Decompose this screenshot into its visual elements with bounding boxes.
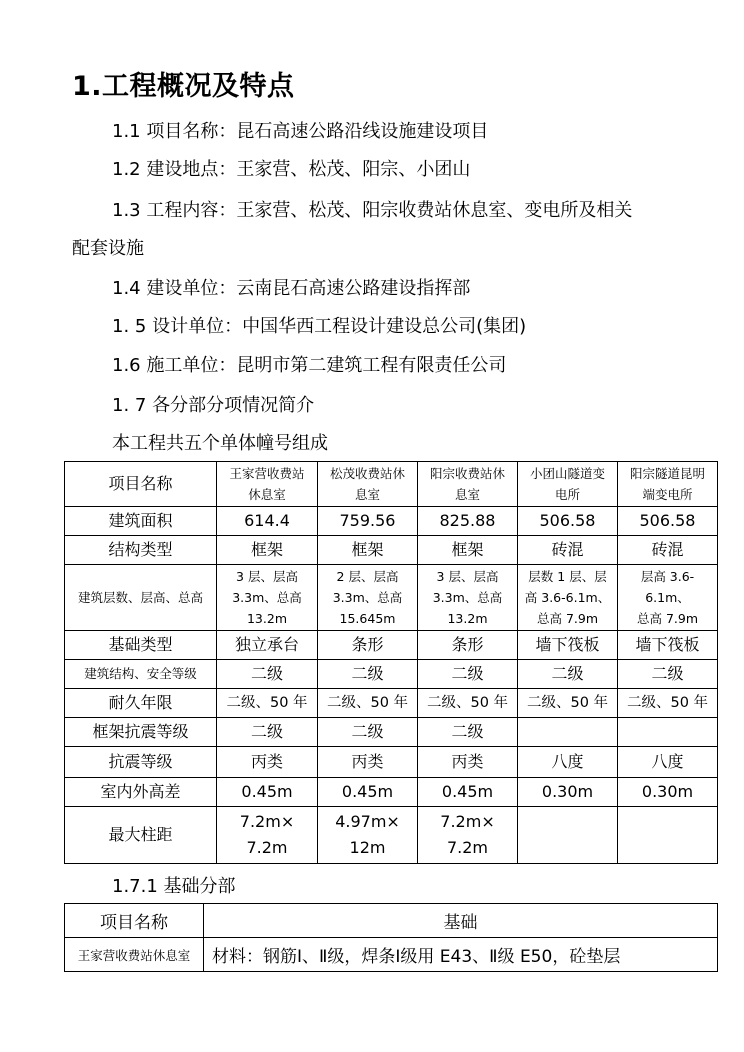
safety-row [65, 660, 718, 689]
table-cell: 二级 [217, 660, 318, 689]
span-row [65, 807, 718, 864]
foundation-subheading: 1.7.1 基础分部 [112, 876, 236, 897]
table-cell: 砖混 [618, 536, 718, 565]
table-cell: 二级、50 年 [217, 689, 318, 718]
foundation-row [65, 631, 718, 660]
table-cell: 0.30m [518, 778, 618, 807]
table-cell: 八度 [618, 747, 718, 778]
structure-row [65, 536, 718, 565]
table-cell: 丙类 [418, 747, 518, 778]
table-cell: 0.45m [217, 778, 318, 807]
table-cell: 二级、50 年 [318, 689, 418, 718]
table-cell: 二级 [318, 718, 418, 747]
row-label: 建筑面积 [65, 507, 217, 536]
table-cell: 0.45m [318, 778, 418, 807]
height-diff-row [65, 778, 718, 807]
floors-row [65, 565, 718, 631]
table-cell: 框架 [418, 536, 518, 565]
row-label: 抗震等级 [65, 747, 217, 778]
table-cell: 759.56 [318, 507, 418, 536]
row-label: 最大柱距 [65, 807, 217, 864]
table-cell: 3 层、层高 3.3m、总高 13.2m [217, 565, 318, 631]
row-label: 建筑层数、层高、总高 [65, 565, 217, 631]
table-cell: 3 层、层高 3.3m、总高 13.2m [418, 565, 518, 631]
table-cell: 框架 [318, 536, 418, 565]
table-cell: 2 层、层高 3.3m、总高 15.645m [318, 565, 418, 631]
table-cell: 4.97m× 12m [318, 807, 418, 864]
header-cell: 松茂收费站休 息室 [318, 462, 418, 507]
table-cell: 825.88 [418, 507, 518, 536]
table-cell: 506.58 [518, 507, 618, 536]
table-cell: 层高 3.6-6.1m、 总高 7.9m [618, 565, 718, 631]
table-cell: 二级、50 年 [518, 689, 618, 718]
table-cell: 二级、50 年 [418, 689, 518, 718]
table-cell: 7.2m× 7.2m [217, 807, 318, 864]
row-label: 基础类型 [65, 631, 217, 660]
row-label: 王家营收费站休息室 [65, 938, 204, 972]
header-cell: 王家营收费站 休息室 [217, 462, 318, 507]
header-cell: 小团山隧道变 电所 [518, 462, 618, 507]
building-overview-table [64, 461, 718, 864]
contractor-line: 1.6 施工单位：昆明市第二建筑工程有限责任公司 [112, 355, 507, 376]
frame-seismic-row [65, 718, 718, 747]
table-cell: 0.45m [418, 778, 518, 807]
table-cell: 0.30m [618, 778, 718, 807]
table-cell [518, 807, 618, 864]
table-caption: 本工程共五个单体幢号组成 [112, 433, 328, 454]
table-cell: 二级 [418, 718, 518, 747]
table-cell: 八度 [518, 747, 618, 778]
table-cell [618, 807, 718, 864]
header-label: 项目名称 [65, 904, 204, 938]
table-cell: 506.58 [618, 507, 718, 536]
table-cell: 层数 1 层、层 高 3.6-6.1m、 总高 7.9m [518, 565, 618, 631]
table-cell: 丙类 [217, 747, 318, 778]
table-cell: 墙下筏板 [618, 631, 718, 660]
subsection-intro-line: 1. 7 各分部分项情况简介 [112, 395, 315, 416]
foundation-table [64, 903, 718, 972]
table-cell: 二级 [618, 660, 718, 689]
row-label: 框架抗震等级 [65, 718, 217, 747]
durability-row [65, 689, 718, 718]
table-cell: 二级 [318, 660, 418, 689]
table-cell: 丙类 [318, 747, 418, 778]
project-content-line: 1.3 工程内容：王家营、松茂、阳宗收费站休息室、变电所及相关 [112, 200, 633, 221]
table-cell: 二级 [418, 660, 518, 689]
table-cell: 条形 [418, 631, 518, 660]
table-cell: 条形 [318, 631, 418, 660]
project-content-line-cont: 配套设施 [72, 238, 144, 259]
row-label: 室内外高差 [65, 778, 217, 807]
header-cell: 阳宗收费站休 息室 [418, 462, 518, 507]
table-cell: 614.4 [217, 507, 318, 536]
table-cell [618, 718, 718, 747]
seismic-row [65, 747, 718, 778]
foundation-header-row [65, 904, 718, 938]
table-cell: 框架 [217, 536, 318, 565]
table-cell: 墙下筏板 [518, 631, 618, 660]
table-header-row [65, 462, 718, 507]
table-cell: 7.2m× 7.2m [418, 807, 518, 864]
header-value: 基础 [204, 904, 718, 938]
table-cell: 二级、50 年 [618, 689, 718, 718]
table-cell: 二级 [217, 718, 318, 747]
project-name-line: 1.1 项目名称：昆石高速公路沿线设施建设项目 [112, 121, 489, 142]
area-row [65, 507, 718, 536]
header-label: 项目名称 [65, 462, 217, 507]
row-label: 建筑结构、安全等级 [65, 660, 217, 689]
table-cell: 二级 [518, 660, 618, 689]
header-cell: 阳宗隧道昆明 端变电所 [618, 462, 718, 507]
project-location-line: 1.2 建设地点：王家营、松茂、阳宗、小团山 [112, 159, 471, 180]
client-line: 1.4 建设单位：云南昆石高速公路建设指挥部 [112, 278, 471, 299]
row-label: 结构类型 [65, 536, 217, 565]
section-heading: 1.工程概况及特点 [72, 71, 295, 102]
table-cell [518, 718, 618, 747]
designer-line: 1. 5 设计单位：中国华西工程设计建设总公司(集团) [112, 316, 527, 337]
row-label: 耐久年限 [65, 689, 217, 718]
table-cell: 砖混 [518, 536, 618, 565]
table-cell: 材料：钢筋Ⅰ、Ⅱ级，焊条Ⅰ级用 E43、Ⅱ级 E50，砼垫层 [204, 938, 718, 972]
table-cell: 独立承台 [217, 631, 318, 660]
foundation-data-row [65, 938, 718, 972]
